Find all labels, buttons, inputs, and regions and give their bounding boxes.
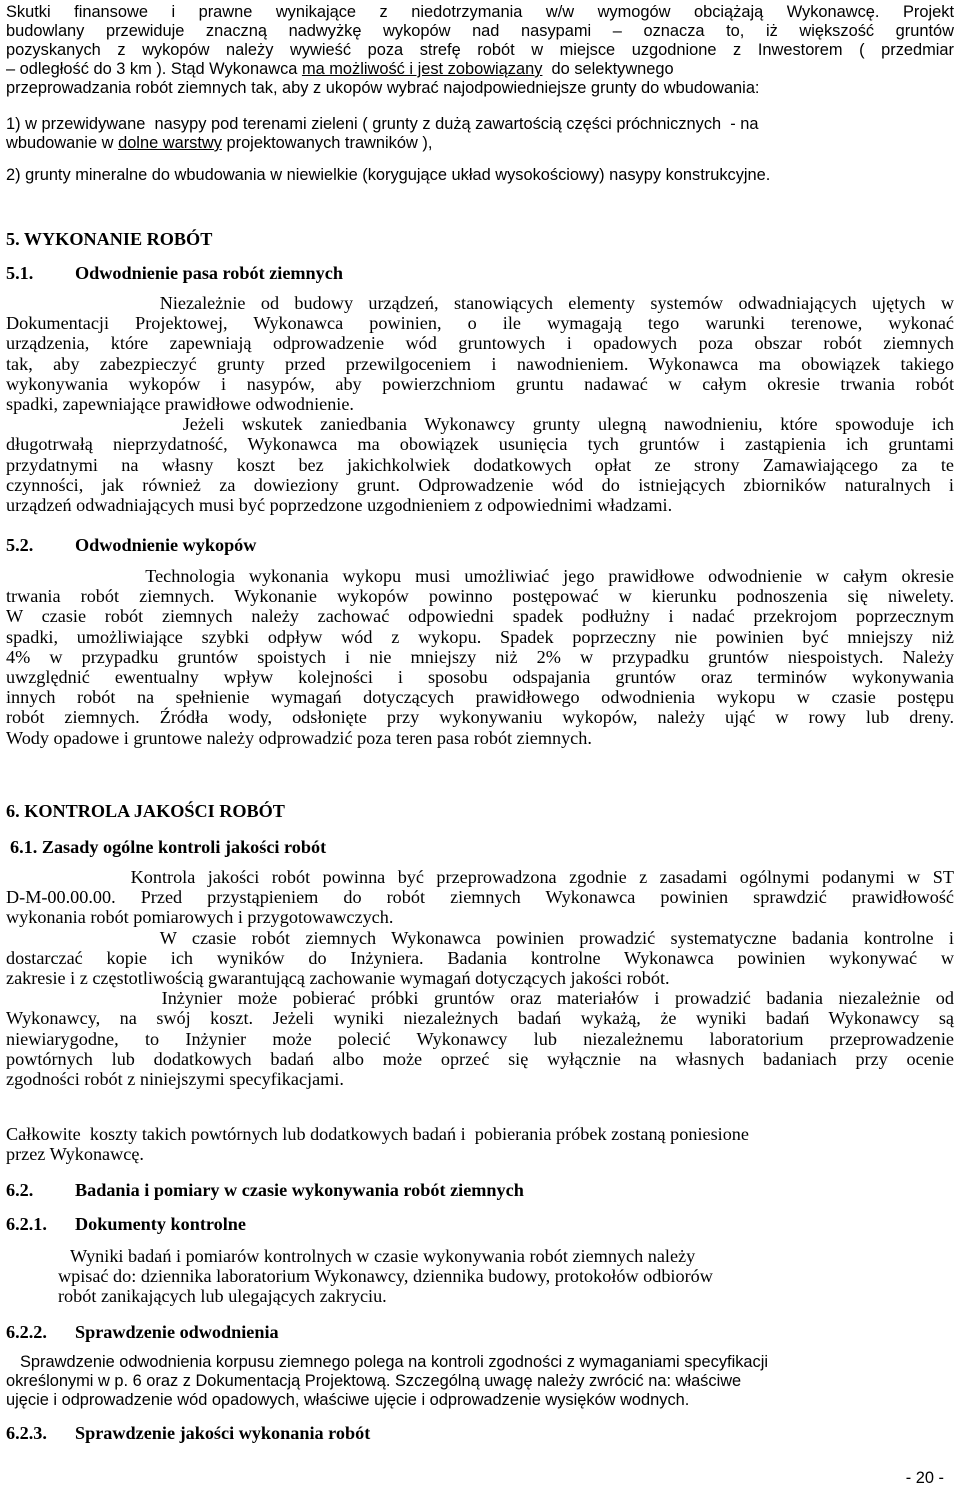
text-line: Sprawdzenie odwodnienia korpusu ziemnego polega na kontroli zgodności z wymaganiami specyfikacji	[20, 1353, 769, 1371]
text-line: 1) w przewidywane nasypy pod terenami zieleni ( grunty z dużą zawartością części próchnicznych - na	[6, 115, 759, 133]
section-heading-5: 5. WYKONANIE ROBÓT	[6, 229, 213, 249]
text-line: przeprowadzania robót ziemnych tak, aby z ukopów wybrać najodpowiedniejsze grunty do wbudowania:	[6, 79, 760, 97]
text-line: wpisać do: dziennika laboratorium Wykonawcy, dziennika budowy, protokołów odbiorów	[58, 1266, 713, 1287]
section-number: 6.2.3.	[6, 1423, 47, 1443]
text-line: przydatnymi na własny koszt bez jakichkolwiek dodatkowych opłat ze strony Zamawiającego za te	[6, 454, 954, 475]
paragraph-6-1	[6, 867, 954, 1089]
section-number: 6.2.	[6, 1180, 34, 1200]
subsection-heading-6-2-3	[6, 1422, 370, 1444]
text-line: Wody opadowe i gruntowe należy odprowadzić poza teren pasa robót ziemnych.	[6, 727, 592, 748]
text-line: powtórnych lub dodatkowych badań albo może oprzeć się wyłącznie na własnych badaniach przy ocenie	[6, 1048, 954, 1069]
text-line: 2) grunty mineralne do wbudowania w niewielkie (korygujące układ wysokościowy) nasypy konstrukcyjne.	[6, 166, 771, 184]
text-line: czynności, jak również za dowieziony grunt. Odprowadzenie wód do istniejących zbiorników naturalnych i	[6, 474, 954, 495]
paragraph-5-2	[6, 566, 954, 748]
text-line: zakresie i z częstotliwością gwarantującą zachowanie wymagań dotyczących jakości robót.	[6, 968, 670, 989]
text-span: wbudowanie w	[6, 134, 119, 152]
section-title: Sprawdzenie jakości wykonania robót	[75, 1423, 371, 1443]
intro-paragraph	[6, 3, 954, 98]
section-number: 6.2.2.	[6, 1322, 47, 1342]
section-number: 6.2.1.	[6, 1214, 47, 1234]
text-line: urządzenia, które zapewniają odprowadzenie wód gruntowych i opadowych poza obszar robót ziemnych	[6, 333, 954, 354]
text-span: do selektywnego	[542, 60, 674, 78]
text-line: Inżynier może pobierać próbki gruntów oraz materiałów i prowadzić badania niezależnie od	[6, 988, 954, 1009]
list-item-1	[6, 115, 954, 153]
underlined-text: dolne warstwy	[118, 134, 222, 152]
text-line: D-M-00.00.00. Przed przystąpieniem do robót ziemnych Wykonawca powinien sprawdzić prawidłowość	[6, 887, 954, 908]
text-line	[6, 134, 954, 153]
section-title: Dokumenty kontrolne	[75, 1214, 246, 1234]
text-span: – odległość do 3 km ). Stąd Wykonawca	[6, 60, 302, 78]
section-title: Odwodnienie pasa robót ziemnych	[75, 263, 343, 283]
text-line: Technologia wykonania wykopu musi umożliwiać jego prawidłowe odwodnienie w całym okresie	[6, 566, 954, 586]
text-line: zgodności robót z niniejszymi specyfikacjami.	[6, 1069, 344, 1090]
text-line: określonymi w p. 6 oraz z Dokumentacją Projektową. Szczególną uwagę należy zwrócić na: właściwe	[6, 1372, 742, 1390]
text-line: ujęcie i odprowadzenie wód opadowych, właściwe ujęcie i odprowadzenie wysięków wodnych.	[6, 1391, 690, 1409]
text-line: innych robót na spełnienie wymagań dotyczących prawidłowego odwodnienia wykopu w czasie postępu	[6, 687, 954, 708]
text-line: przez Wykonawcę.	[6, 1144, 144, 1165]
section-number: 5.2.	[6, 535, 34, 555]
paragraph-6-2-1	[6, 1246, 954, 1307]
text-line: Niezależnie od budowy urządzeń, stanowiących elementy systemów odwadniających ujętych w	[6, 293, 955, 313]
section-number: 5.1.	[6, 263, 34, 283]
text-line: Dokumentacji Projektowej, Wykonawca powinien, o ile wymagają tego warunki terenowe, wykonać	[6, 313, 954, 334]
text-line: niewiarygodne, to Inżynier może polecić Wykonawcy lub niezależnemu laboratorium przeprowadzenie	[6, 1028, 954, 1049]
underlined-text: ma możliwość i jest zobowiązany	[301, 60, 543, 78]
text-line: Kontrola jakości robót powinna być przeprowadzona zgodnie z zasadami ogólnymi podanymi w ST	[6, 867, 954, 887]
text-line: urządzeń odwadniających musi być poprzedzone uzgodnieniem z odpowiednimi władzami.	[6, 495, 673, 516]
text-line: spadki, zapewniające prawidłowe odwodnienie.	[6, 394, 354, 415]
paragraph-6-2-2	[6, 1353, 954, 1410]
text-line: tak, aby zabezpieczyć grunty przed przewilgoceniem i nawodnieniem. Wykonawca ma obowiązek takiego	[6, 353, 954, 374]
text-line: Całkowite koszty takich powtórnych lub dodatkowych badań i pobierania próbek zostaną poniesione	[6, 1124, 749, 1144]
subsection-heading-6-1: 6.1. Zasady ogólne kontroli jakości robót	[10, 837, 327, 857]
text-line: długotrwałą nieprzydatność, Wykonawca ma obowiązek usunięcia tych gruntów i zastąpienia ich gruntami	[6, 434, 954, 455]
subsection-heading-5-2	[6, 534, 256, 556]
text-line: pozyskanych z wykopów należy wywieść poza strefę robót w miejsce uzgodnione z Inwestorem ( przedmiar	[6, 41, 954, 59]
text-line: Skutki finansowe i prawne wynikające z niedotrzymania w/w wymogów obciążają Wykonawcę. Projekt	[6, 3, 954, 21]
text-line: spadki, umożliwiające szybki odpływ wód z wykopu. Spadek poprzeczny nie powinien być mniejszy niż	[6, 626, 954, 647]
section-title: Odwodnienie wykopów	[75, 535, 257, 555]
page-number: - 20 -	[905, 1469, 944, 1487]
text-line	[6, 60, 954, 79]
text-line: Jeżeli wskutek zaniedbania Wykonawcy grunty ulegną nawodnieniu, które spowoduje ich	[6, 414, 954, 435]
text-line: robót zanikających lub ulegających zakryciu.	[58, 1286, 387, 1307]
section-title: Sprawdzenie odwodnienia	[75, 1322, 279, 1342]
subsection-heading-5-1	[6, 262, 343, 284]
subsection-heading-6-2-1	[6, 1213, 246, 1235]
text-line: Wykonawcy, na swój koszt. Jeżeli wyniki niezależnych badań wykażą, że wyniki badań Wykonawcy są	[6, 1008, 954, 1029]
paragraph-5-1	[6, 293, 954, 515]
subsection-heading-6-2-2	[6, 1321, 279, 1343]
text-span: projektowanych trawników ),	[221, 134, 433, 152]
text-line: uwzględnić ewentualny wpływ kolejności i sposobu odspajania gruntów oraz terminów wykonywania	[6, 667, 954, 688]
text-line: budowlany przewiduje znaczną nadwyżkę wykopów nad nasypami – oznacza to, iż większość gruntów	[6, 22, 954, 40]
text-line: Wyniki badań i pomiarów kontrolnych w czasie wykonywania robót ziemnych należy	[70, 1246, 696, 1266]
text-line: robót ziemnych. Źródła wody, odsłonięte przy wykonywaniu wykopów, należy ująć w rowy lub dreny.	[6, 707, 954, 728]
text-line: wykonywania wykopów i nasypów, aby powierzchniom gruntu nadawać w całym okresie trwania robót	[6, 373, 954, 394]
text-line: wykonania robót pomiarowych i przygotowawczych.	[6, 907, 394, 928]
section-title: Badania i pomiary w czasie wykonywania robót ziemnych	[75, 1180, 524, 1200]
section-heading-6: 6. KONTROLA JAKOŚCI ROBÓT	[6, 801, 285, 821]
list-item-2	[6, 166, 954, 185]
subsection-heading-6-2	[6, 1179, 524, 1201]
text-line: W czasie robót ziemnych Wykonawca powinien prowadzić systematyczne badania kontrolne i	[6, 927, 954, 948]
text-line: 4% w przypadku gruntów spoistych i nie mniejszy niż 2% w przypadku gruntów niespoistych. Należy	[6, 646, 954, 667]
text-line: W czasie robót ziemnych należy zachować odpowiedni spadek podłużny i nadać przekrojom poprzecznym	[6, 606, 954, 627]
costs-paragraph	[6, 1124, 954, 1164]
text-line: trwania robót ziemnych. Wykonanie wykopów powinno postępować w kierunku podnoszenia się niwelety.	[6, 586, 954, 607]
text-line: dostarczać kopie ich wyników do Inżyniera. Badania kontrolne Wykonawca powinien wykonywać w	[6, 947, 954, 968]
